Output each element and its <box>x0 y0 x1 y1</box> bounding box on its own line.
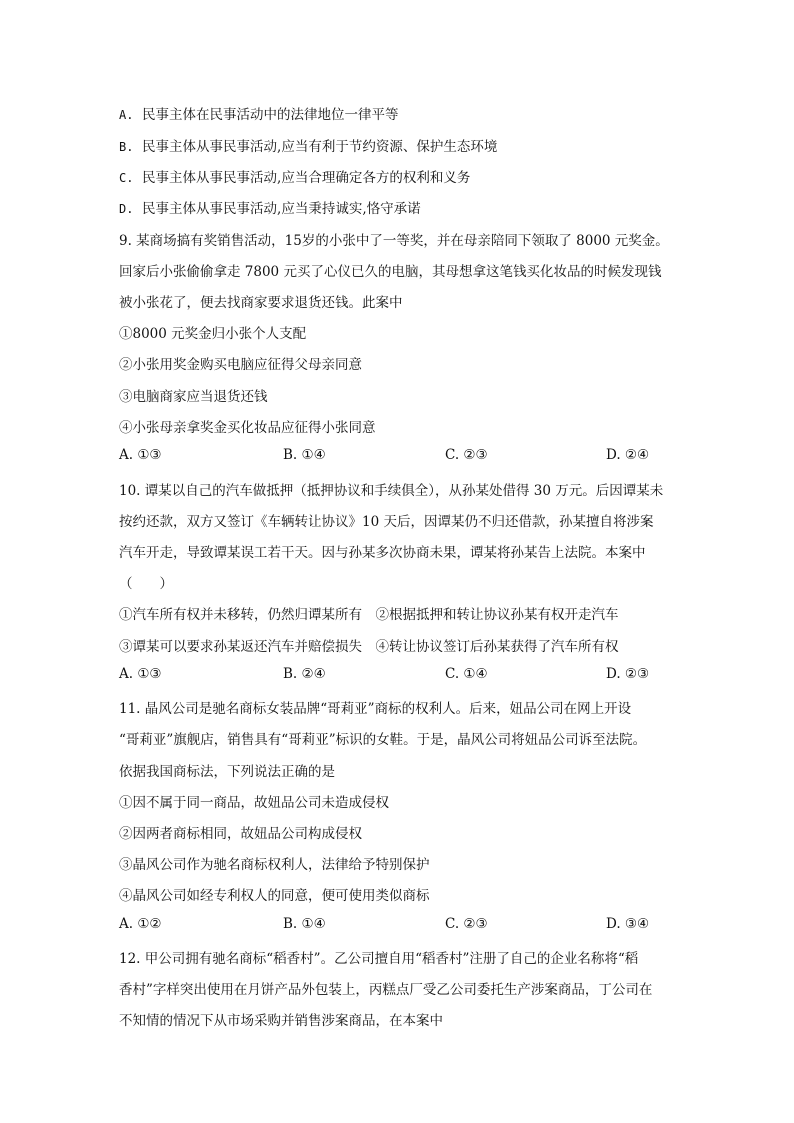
q11-item: ②因两者商标相同，故妞品公司构成侵权 <box>119 826 362 842</box>
q10-stem-line: 10. 谭某以自己的汽车做抵押（抵押协议和手续俱全），从孙某处借得 30 万元。后因谭某未 <box>119 483 664 499</box>
q9-stem-line: 被小张花了，便去找商家要求退货还钱。此案中 <box>119 295 403 311</box>
q11-item: ①因不属于同一商品，故妞品公司未造成侵权 <box>119 795 389 811</box>
q10-answer-a: A. ①③ <box>119 666 162 682</box>
q9-item: ③电脑商家应当退货还钱 <box>119 389 268 405</box>
q11-answer-d: D. ③④ <box>606 916 650 932</box>
q11-stem-line: “哥莉亚”旗舰店，销售具有“哥莉亚”标识的女鞋。于是，晶风公司将妞品公司诉至法院。 <box>119 732 647 748</box>
q10-answer-b: B. ②④ <box>283 666 326 682</box>
q10-stem-line: 按约还款，双方又签订《车辆转让协议》10 天后，因谭某仍不归还借款，孙某擅自将涉案 <box>119 514 654 530</box>
q9-stem-line: 回家后小张偷偷拿走 7800 元买了心仪已久的电脑，其母想拿这笔钱买化妆品的时候发现钱 <box>119 264 662 280</box>
q10-item: ①汽车所有权并未移转，仍然归谭某所有 ②根据抵押和转让协议孙某有权开走汽车 <box>119 607 619 623</box>
q11-item: ④晶风公司如经专利权人的同意，便可使用类似商标 <box>119 888 430 904</box>
q9-answer-b: B. ①④ <box>283 447 326 463</box>
q8-option-d: D. 民事主体从事民事活动,应当秉持诚实,恪守承诺 <box>119 201 421 217</box>
q11-answer-c: C. ②③ <box>445 916 488 932</box>
q8-option-b: B. 民事主体从事民事活动,应当有利于节约资源、保护生态环境 <box>119 139 498 155</box>
q10-stem-line: 汽车开走，导致谭某误工若干天。因与孙某多次协商未果，谭某将孙某告上法院。本案中 <box>119 545 646 561</box>
q11-stem-line: 依据我国商标法，下列说法正确的是 <box>119 764 335 780</box>
q12-stem-line: 不知情的情况下从市场采购并销售涉案商品，在本案中 <box>119 1013 443 1029</box>
q9-item: ④小张母亲拿奖金买化妆品应征得小张同意 <box>119 420 376 436</box>
q11-answer-a: A. ①② <box>119 916 162 932</box>
q9-item: ②小张用奖金购买电脑应征得父母亲同意 <box>119 357 362 373</box>
q9-answer-a: A. ①③ <box>119 447 162 463</box>
q9-stem-line: 9. 某商场搞有奖销售活动，15岁的小张中了一等奖，并在母亲陪同下领取了 8000 元奖金。 <box>119 233 669 249</box>
q11-item: ③晶风公司作为驰名商标权利人，法律给予特别保护 <box>119 857 430 873</box>
q10-answer-c: C. ①④ <box>445 666 488 682</box>
q8-option-c: C. 民事主体从事民事活动,应当合理确定各方的权利和义务 <box>119 170 471 186</box>
q10-answer-blank: （ ） <box>119 576 173 592</box>
q8-option-a: A. 民事主体在民事活动中的法律地位一律平等 <box>119 107 399 123</box>
q11-answer-b: B. ①④ <box>283 916 326 932</box>
q11-stem-line: 11. 晶风公司是驰名商标女装品牌“哥莉亚”商标的权利人。后来，妞品公司在网上开设 <box>119 701 632 717</box>
q9-answer-c: C. ②③ <box>445 447 488 463</box>
q9-answer-d: D. ②④ <box>606 447 650 463</box>
q12-stem-line: 香村”字样突出使用在月饼产品外包装上，丙糕点厂受乙公司委托生产涉案商品，丁公司在 <box>119 982 653 998</box>
q10-answer-d: D. ②③ <box>606 666 650 682</box>
q12-stem-line: 12. 甲公司拥有驰名商标“稻香村”。乙公司擅自用“稻香村”注册了自己的企业名称将“稻 <box>119 951 639 967</box>
q9-item: ①8000 元奖金归小张个人支配 <box>119 326 307 342</box>
q10-item: ③谭某可以要求孙某返还汽车并赔偿损失 ④转让协议签订后孙某获得了汽车所有权 <box>119 639 619 655</box>
